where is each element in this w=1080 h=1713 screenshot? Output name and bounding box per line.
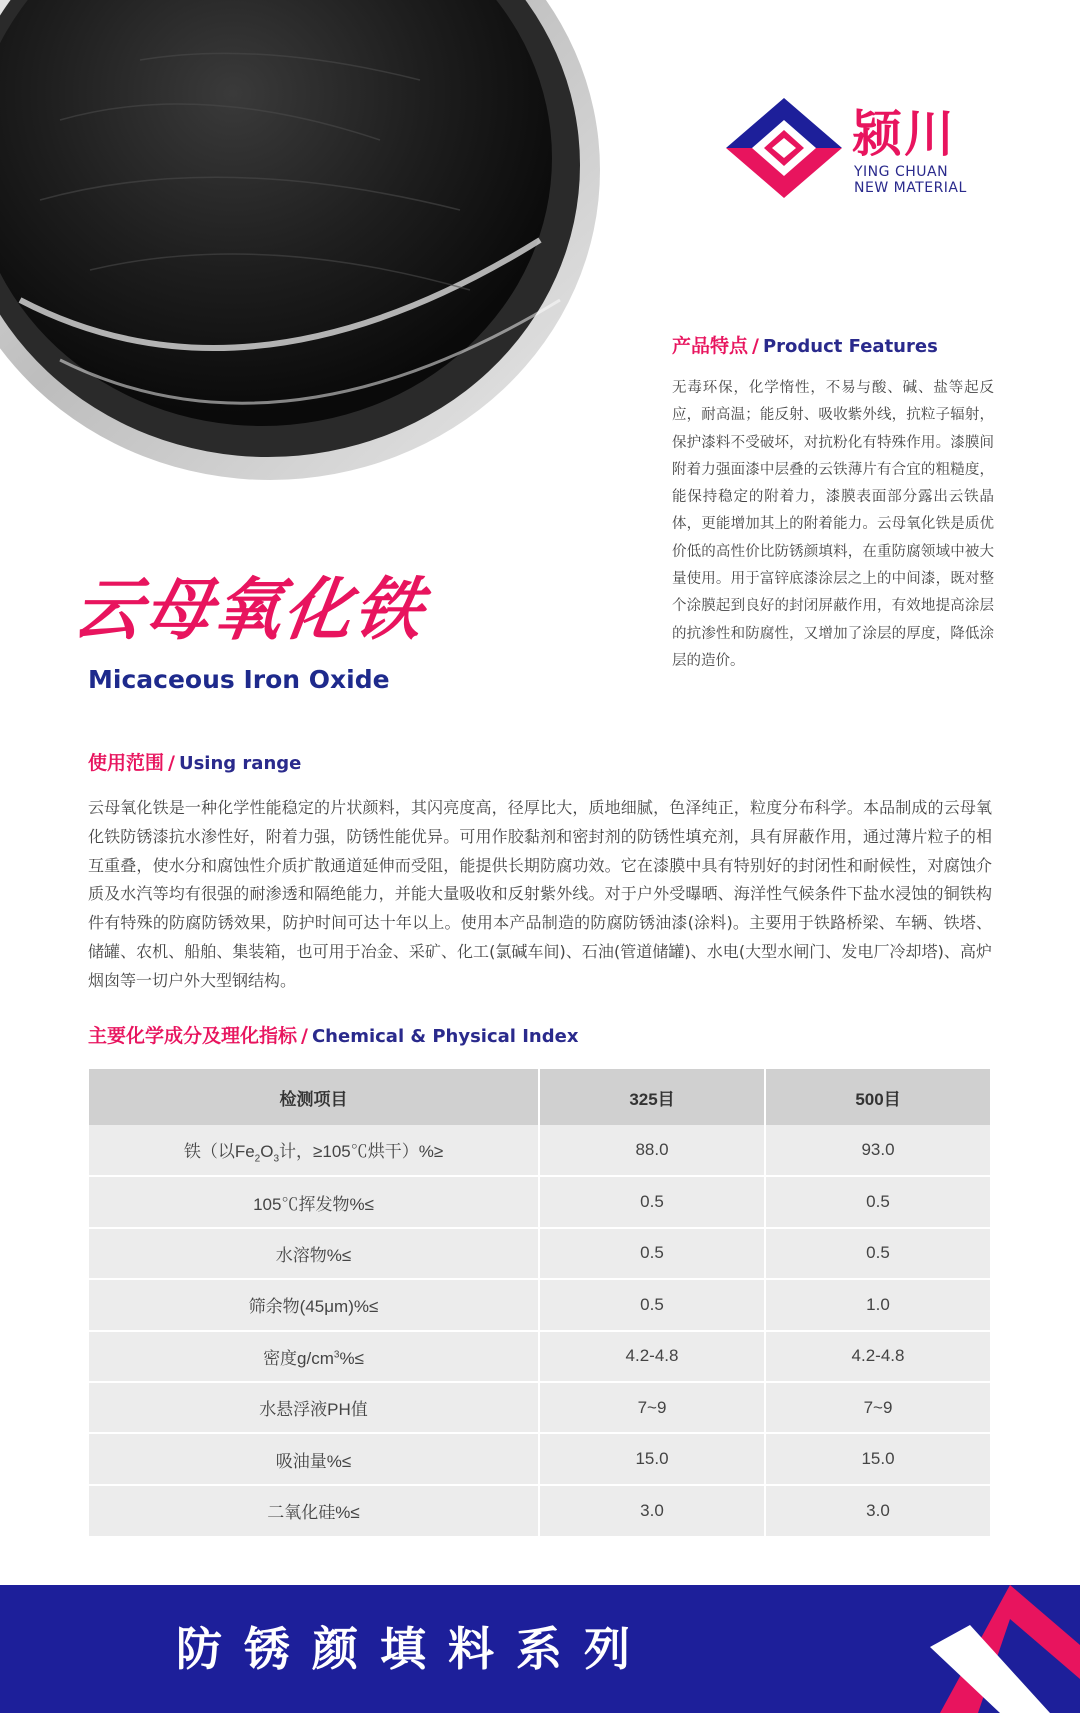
row-item: 水悬浮液PH值: [89, 1382, 539, 1433]
brand-logo: [726, 98, 1026, 198]
row-item-text: O: [260, 1141, 274, 1161]
footer-series-title: 防锈颜填料系列: [176, 1622, 652, 1676]
index-table: [89, 1069, 990, 1536]
footer-logo-mark-icon: [900, 1585, 1080, 1713]
table-row: [89, 1485, 990, 1536]
heading-separator: /: [168, 752, 175, 774]
heading-separator: /: [752, 335, 759, 357]
table-row: [89, 1228, 990, 1279]
row-item: 二氧化硅%≤: [89, 1485, 539, 1536]
row-value-325: 7~9: [539, 1382, 765, 1433]
row-value-325: 4.2-4.8: [539, 1331, 765, 1382]
row-value-325: 88.0: [539, 1125, 765, 1176]
row-item: 吸油量%≤: [89, 1433, 539, 1484]
product-photo-bowl: [0, 0, 600, 480]
heading-separator: /: [301, 1025, 308, 1047]
brand-name-cn: 颍川: [852, 105, 956, 163]
footer-banner: [0, 1585, 1080, 1713]
row-value-500: 93.0: [861, 1140, 895, 1160]
features-heading: [672, 334, 938, 359]
row-item-sup: 3: [333, 1349, 340, 1361]
table-row: [89, 1382, 990, 1433]
range-heading-en: Using range: [178, 753, 302, 774]
row-item-text: %≤: [339, 1348, 364, 1368]
features-heading-cn: 产品特点: [672, 335, 749, 357]
index-heading-cn: 主要化学成分及理化指标: [88, 1025, 298, 1047]
index-heading: [88, 1024, 578, 1049]
features-heading-en: Product Features: [762, 336, 938, 357]
table-row: [89, 1433, 990, 1484]
yingchuan-logo-icon: [726, 98, 842, 198]
row-value-500: 1.0: [765, 1279, 990, 1330]
row-value-325: 3.0: [539, 1485, 765, 1536]
row-item: 筛余物(45μm)%≤: [89, 1279, 539, 1330]
table-row: [89, 1279, 990, 1330]
table-header-row: [89, 1069, 990, 1125]
product-title-cn: 云母氧化铁: [68, 570, 430, 650]
range-body: 云母氧化铁是一种化学性能稳定的片状颜料，其闪亮度高，径厚比大，质地细腻，色泽纯正，粒度分布科学。本品制成的云母氧化铁防锈漆抗水渗性好，附着力强，防锈性能优异。可用作胶黏剂和密封剂的防锈性填充剂，具有屏蔽作用，通过薄片粒子的相互重叠，使水分和腐蚀性介质扩散通道延伸而受阻，能提供长期防腐功效。它在漆膜中具有特别好的封闭性和耐候性，对腐蚀介质及水汽等均有很强的耐渗透和隔绝能力，并能大量吸收和反射紫外线。对于户外受曝晒、海洋性气候条件下盐水浸蚀的铜铁构件有特殊的防腐防锈效果，防护时间可达十年以上。使用本产品制造的防腐防锈油漆(涂料)。主要用于铁路桥梁、车辆、铁塔、储罐、农机、船舶、集装箱，也可用于冶金、采矿、化工(氯碱车间)、石油(管道储罐)、水电(大型水闸门、发电厂冷却塔)、高炉烟囱等一切户外大型钢结构。: [88, 798, 992, 990]
range-heading: [88, 751, 301, 776]
column-header-item: 检测项目: [89, 1069, 539, 1125]
table-row: [89, 1331, 990, 1382]
range-heading-cn: 使用范围: [88, 752, 165, 774]
row-item-text: 密度g/cm: [263, 1348, 334, 1368]
row-value-325: 0.5: [539, 1279, 765, 1330]
row-value-325: 0.5: [539, 1176, 765, 1227]
row-item: 水溶物%≤: [89, 1228, 539, 1279]
brand-name-en-line2: NEW MATERIAL: [854, 180, 967, 196]
index-heading-en: Chemical & Physical Index: [311, 1026, 579, 1047]
row-item: 105℃挥发物%≤: [89, 1176, 539, 1227]
table-row: [89, 1176, 990, 1227]
row-value-500: 15.0: [765, 1433, 990, 1484]
row-item-text: 铁（以Fe: [183, 1141, 255, 1161]
row-value-500: 7~9: [765, 1382, 990, 1433]
row-item-sub: 2: [254, 1152, 261, 1164]
row-value-500: 3.0: [765, 1485, 990, 1536]
product-title-en: Micaceous Iron Oxide: [88, 665, 390, 694]
row-item-text: 计，≥105℃烘干）%≥: [279, 1141, 444, 1161]
row-value-325: 0.5: [539, 1228, 765, 1279]
features-body: 无毒环保，化学惰性，不易与酸、碱、盐等起反应，耐高温；能反射、吸收紫外线，抗粒子辐射，保护漆料不受破坏，对抗粉化有特殊作用。漆膜间附着力强面漆中层叠的云铁薄片有合宜的粗糙度，能保持稳定的附着力，漆膜表面部分露出云铁晶体，更能增加其上的附着能力。云母氧化铁是质优价低的高性价比防锈颜填料，在重防腐领域中被大量使用。用于富锌底漆涂层之上的中间漆，既对整个涂膜起到良好的封闭屏蔽作用，有效地提高涂层的抗渗性和防腐性，又增加了涂层的厚度，降低涂层的造价。: [672, 380, 994, 669]
row-item: [89, 1331, 539, 1382]
row-value-500: 0.5: [765, 1228, 990, 1279]
row-value-500: 0.5: [765, 1176, 990, 1227]
row-item: [89, 1125, 539, 1176]
row-value-500: 4.2-4.8: [765, 1331, 990, 1382]
row-value-325: 15.0: [539, 1433, 765, 1484]
column-header-500: 500目: [765, 1069, 990, 1125]
row-item-sub: 3: [273, 1152, 280, 1164]
table-row: [89, 1125, 990, 1176]
column-header-325: 325目: [539, 1069, 765, 1125]
brand-name-en-line1: YING CHUAN: [854, 164, 949, 180]
